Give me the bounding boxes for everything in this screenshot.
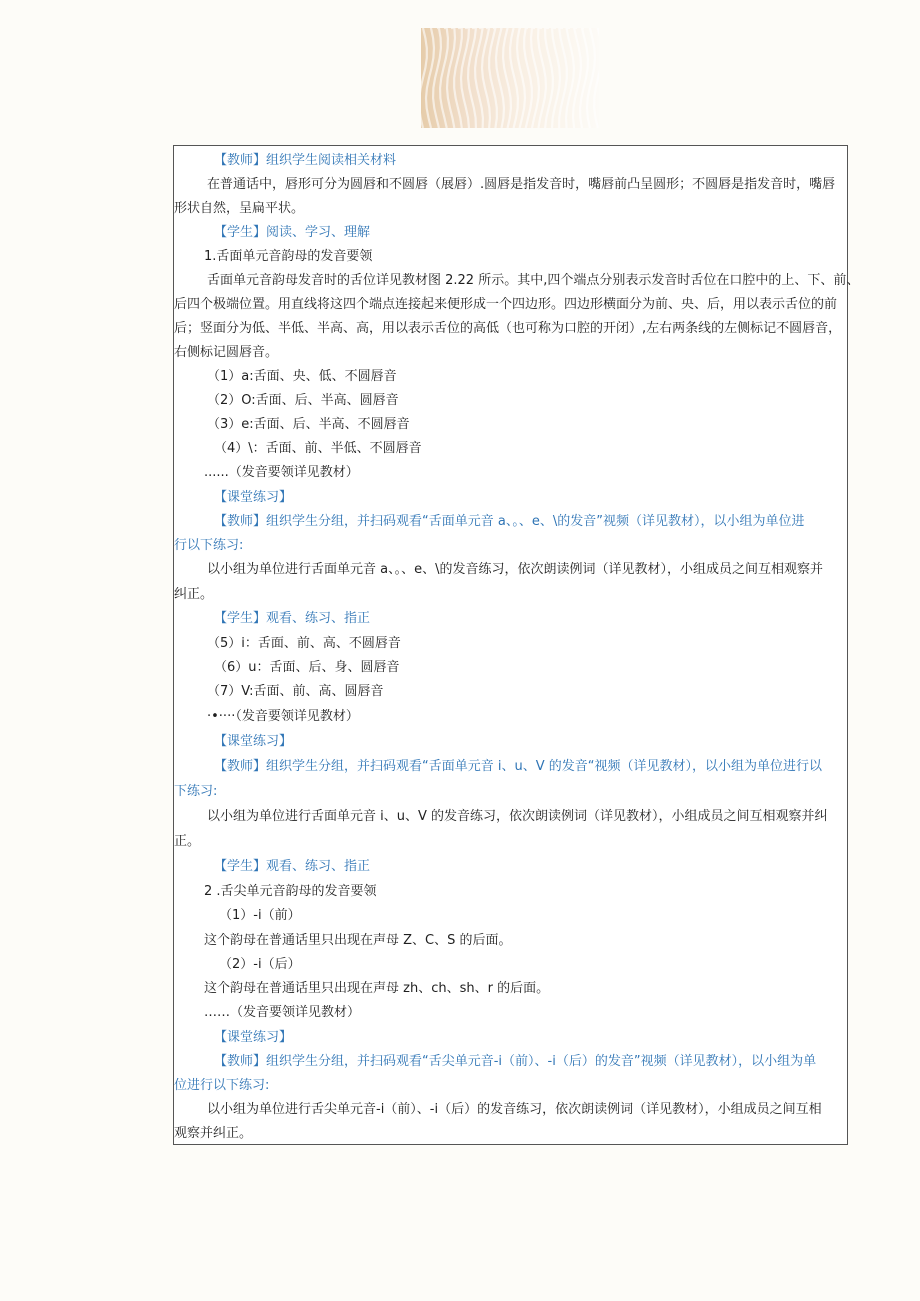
lip-shape-paragraph-line-2: 形状自然，呈扁平状。	[174, 201, 305, 216]
practice-paragraph-3-line-2: 观察并纠正。	[174, 1126, 253, 1141]
vowel-item-1: （1）a:舌面、央、低、不圆唇音	[207, 369, 397, 384]
wave-stripe	[421, 28, 427, 128]
practice-paragraph-1-line-2: 纠正。	[174, 587, 214, 602]
teacher-instruction-video-1-line-1: 【教师】组织学生分组，并扫码观看“舌面单元音 a、。、e、\的发音”视频（详见教材），以小组为单位进	[214, 514, 805, 529]
tongue-position-paragraph-line-2: 后四个极端位置。用直线将这四个端点连接起来便形成一个四边形。四边形横面分为前、央、后，用以表示舌位的前	[174, 297, 838, 312]
tongue-position-paragraph-line-4: 右侧标记圆唇音。	[174, 345, 279, 360]
practice-paragraph-2-line-1: 以小组为单位进行舌面单元音 i、u、V 的发音练习，依次朗读例词（详见教材），小组成员之间互相观察并纠	[207, 809, 828, 824]
wave-stripe	[475, 28, 483, 128]
student-activity-reading: 【学生】阅读、学习、理解	[214, 225, 371, 240]
vowel-item-6: （6）u：舌面、后、身、圆唇音	[214, 660, 400, 675]
see-textbook-note-3: ……（发音要领详见教材）	[204, 1005, 361, 1020]
practice-paragraph-2-line-2: 正。	[174, 834, 201, 849]
lip-shape-paragraph-line-1: 在普通话中，唇形可分为圆唇和不圆唇（展唇）.圆唇是指发音时，嘴唇前凸呈圆形；不圆唇是指发音时，嘴唇	[207, 177, 836, 192]
class-practice-heading-3: 【课堂练习】	[214, 1030, 293, 1045]
practice-paragraph-3-line-1: 以小组为单位进行舌尖单元音-i（前）、-i（后）的发音练习，依次朗读例词（详见教材），小组成员之间互相	[207, 1102, 822, 1117]
vowel-item-3: （3）e:舌面、后、半高、不圆唇音	[207, 417, 410, 432]
vowel-item-2: （2）O:舌面、后、半高、圆唇音	[207, 393, 399, 408]
teacher-instruction-video-3-line-1: 【教师】组织学生分组，并扫码观看“舌尖单元音-i（前）、-i（后）的发音”视频（详见教材），以小组为单	[214, 1054, 817, 1069]
teacher-instruction-video-2-line-1: 【教师】组织学生分组，并扫码观看“舌面单元音 i、u、V 的发音“视频（详见教材），以小组为单位进行以	[214, 759, 822, 774]
teacher-instruction-video-2-line-2: 下练习:	[174, 784, 218, 799]
student-activity-practice-2: 【学生】观看、练习、指正	[214, 859, 371, 874]
apical-item-1-description: 这个韵母在普通话里只出现在声母 Z、C、S 的后面。	[204, 933, 512, 948]
wave-stripe	[594, 28, 599, 128]
vowel-item-4: （4）\：舌面、前、半低、不圆唇音	[214, 441, 422, 456]
teacher-instruction-video-3-line-2: 位进行以下练习:	[174, 1078, 270, 1093]
teacher-instruction-video-1-line-2: 行以下练习:	[174, 538, 244, 553]
wave-stripe	[426, 28, 434, 128]
section-heading-apical-vowels: 2 .舌尖单元音韵母的发音要领	[204, 884, 377, 899]
practice-paragraph-1-line-1: 以小组为单位进行舌面单元音 a、。、e、\的发音练习，依次朗读例词（详见教材），小组成员之间互相观察并	[207, 562, 823, 577]
vowel-item-5: （5）i：舌面、前、高、不圆唇音	[207, 636, 401, 651]
student-activity-practice-1: 【学生】观看、练习、指正	[214, 611, 371, 626]
tongue-position-paragraph-line-3: 后；竖面分为低、半低、半高、高，用以表示舌位的高低（也可称为口腔的开闭）,左右两条线的左侧标记不圆唇音，	[174, 321, 842, 336]
class-practice-heading-1: 【课堂练习】	[214, 490, 293, 505]
see-textbook-note-2: ·•····（发音要领详见教材）	[207, 709, 359, 724]
vowel-item-7: （7）V:舌面、前、高、圆唇音	[207, 684, 384, 699]
apical-item-2: （2）-i（后）	[219, 957, 301, 972]
wave-pattern	[421, 28, 599, 128]
section-heading-tongue-surface-vowels: 1.舌面单元音韵母的发音要领	[204, 249, 373, 264]
teacher-instruction-reading: 【教师】组织学生阅读相关材料	[214, 153, 397, 168]
class-practice-heading-2: 【课堂练习】	[214, 734, 293, 749]
lesson-content-box	[173, 145, 860, 1145]
see-textbook-note-1: ......（发音要领详见教材）	[204, 465, 359, 480]
apical-item-2-description: 这个韵母在普通话里只出现在声母 zh、ch、sh、r 的后面。	[204, 981, 550, 996]
header-decoration-image	[421, 28, 599, 128]
tongue-position-paragraph-line-1: 舌面单元音韵母发音时的舌位详见教材图 2.22 所示。其中,四个端点分别表示发音时舌位在口腔中的上、下、前、	[207, 273, 860, 288]
apical-item-1: （1）-i（前）	[219, 908, 301, 923]
wave-stripe	[538, 28, 546, 128]
